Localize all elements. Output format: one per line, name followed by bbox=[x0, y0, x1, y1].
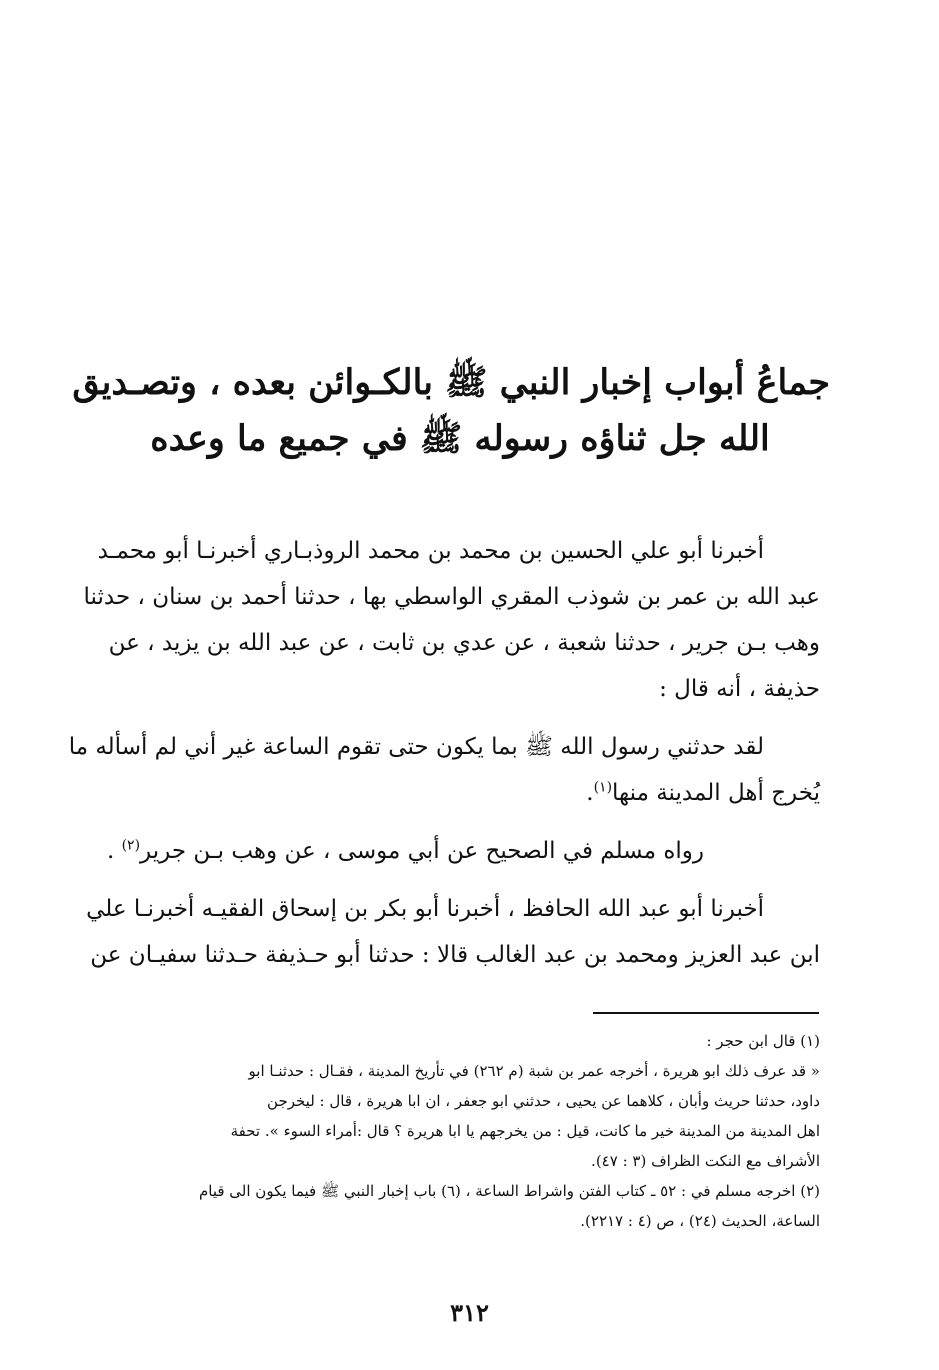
text-line: ابن عبد العزيز ومحمد بن عبد الغالب قالا : حدثنا أبو حـذيفة حـدثنا سفيـان عن bbox=[90, 942, 820, 968]
hadith-text-end: يُخرج أهل المدينة منها bbox=[612, 780, 820, 806]
text-line: لقد حدثني رسول الله ﷺ بما يكون حتى تقوم الساعة غير أني لم أسأله ما bbox=[68, 734, 764, 760]
text-line: أخبرنا أبو عبد الله الحافظ ، أخبرنا أبو بكر بن إسحاق الفقيـه أخبرنـا علي bbox=[86, 896, 764, 922]
punctuation: . bbox=[106, 838, 122, 864]
text-line bbox=[92, 770, 820, 816]
page-number: ٣١٢ bbox=[450, 1298, 489, 1327]
text-line: أخبرنا أبو علي الحسين بن محمد بن محمد الروذبـاري أخبرنـا أبو محمـد bbox=[97, 538, 764, 564]
footnote-line: (١) قال ابن حجر : bbox=[706, 1032, 820, 1050]
footnote-line: (٢) اخرجه مسلم في : ٥٢ ـ كتاب الفتن واشراط الساعة ، (٦) باب إخبار النبي ﷺ فيما يكون الى قيام bbox=[198, 1182, 820, 1200]
paragraph-hadith bbox=[68, 724, 820, 816]
footnote-1 bbox=[92, 1026, 820, 1176]
footnote-line: الأشراف مع النكت الظراف (٣ : ٤٧). bbox=[591, 1152, 820, 1170]
chapter-title-line-2: الله جل ثناؤه رسوله ﷺ في جميع ما وعده bbox=[150, 418, 770, 460]
paragraph-narration-source bbox=[92, 828, 820, 874]
footnote-line: « قد عرف ذلك ابو هريرة ، أخرجه عمر بن شبة (م ٢٦٢) في تأريخ المدينة ، فقـال : حدثنـا ابو bbox=[248, 1062, 820, 1080]
footnote-ref-1: (١) bbox=[593, 779, 613, 796]
paragraph-isnad-1 bbox=[83, 528, 820, 712]
text-line: حذيفة ، أنه قال : bbox=[659, 676, 820, 702]
text-line: وهب بـن جرير ، حدثنا شعبة ، عن عدي بن ثابت ، عن عبد الله بن يزيد ، عن bbox=[108, 630, 820, 656]
punctuation: . bbox=[586, 780, 594, 806]
paragraph-isnad-2 bbox=[86, 886, 820, 978]
footnote-2 bbox=[92, 1176, 820, 1236]
text-line bbox=[92, 828, 820, 874]
chapter-title bbox=[72, 355, 830, 467]
footnotes bbox=[92, 1026, 820, 1236]
chapter-title-line-1: جماعُ أبواب إخبار النبي ﷺ بالكـوائن بعده ، وتصـديق bbox=[72, 362, 830, 404]
body-text bbox=[68, 528, 820, 978]
footnote-line: اهل المدينة من المدينة خير ما كانت، قيل : من يخرجهم يا ابا هريرة ؟ قال :أمراء السوء ». تحفة bbox=[230, 1122, 820, 1140]
text-line: عبد الله بن عمر بن شوذب المقري الواسطي بها ، حدثنا أحمد بن سنان ، حدثنا bbox=[83, 584, 820, 610]
footnote-divider bbox=[593, 1012, 819, 1014]
footnote-line: الساعة، الحديث (٢٤) ، ص (٤ : ٢٢١٧). bbox=[580, 1212, 820, 1230]
narration-source-text: رواه مسلم في الصحيح عن أبي موسى ، عن وهب بـن جرير bbox=[140, 838, 704, 864]
footnote-line: داود، حدثنا حريث وأبان ، كلاهما عن يحيى ، حدثني ابو جعفر ، ان ابا هريرة ، قال : ليخرجن bbox=[267, 1092, 820, 1110]
footnote-ref-2: (٢) bbox=[121, 837, 141, 854]
